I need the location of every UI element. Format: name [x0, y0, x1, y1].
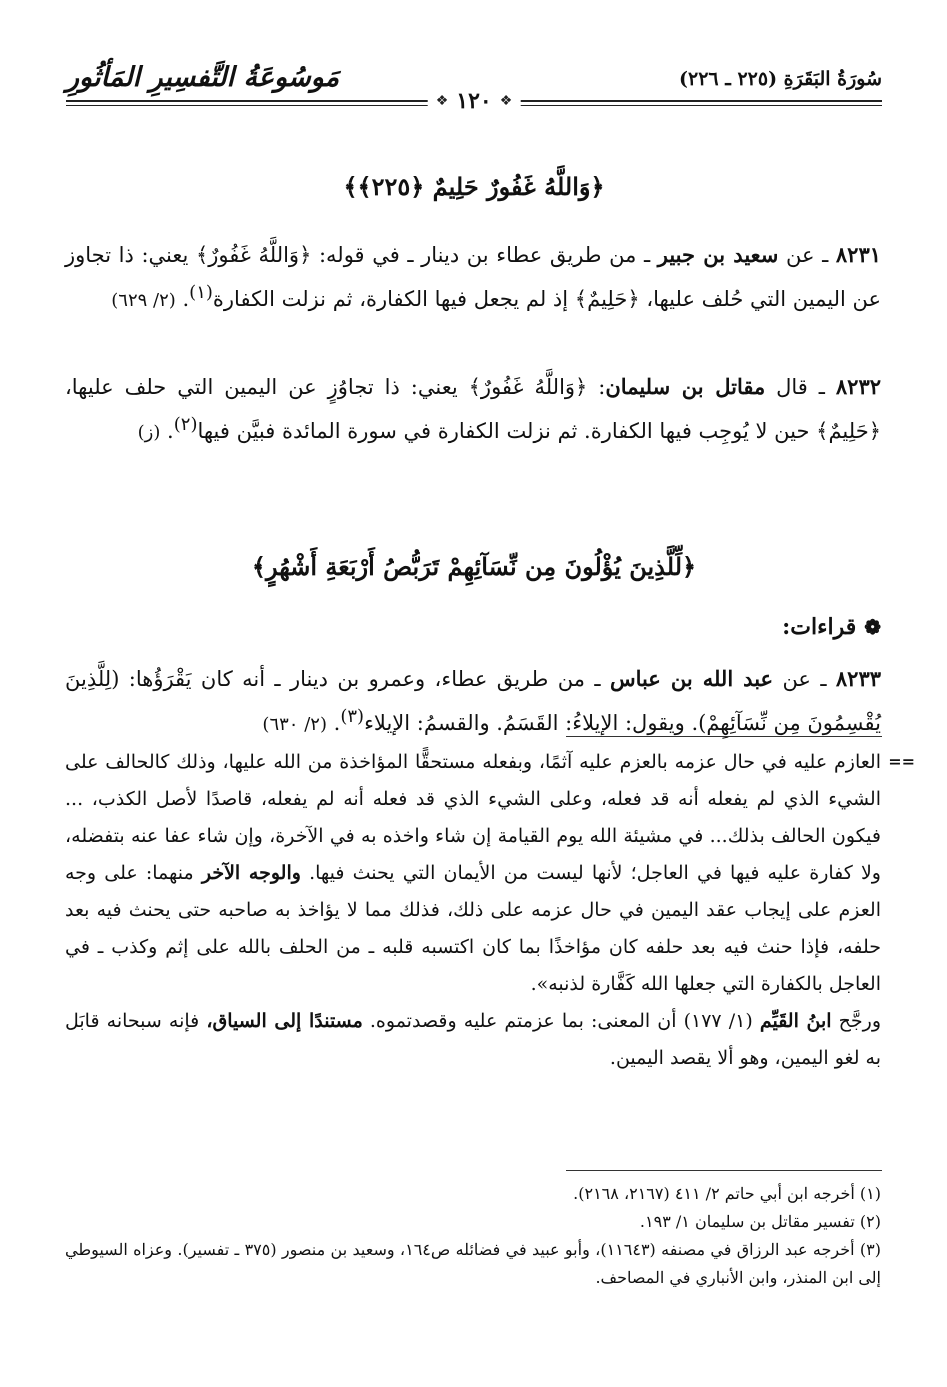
note-text: منهما: على وجه العزم على إيجاب عقد اليمين في حال عزمه على ذلك، فذلك مما لا يؤاخذ به صاحبه حتى يحنث فيه بعد حلفه، فإذا حنث فيه بعد حلفه كان مؤاخذًا بما كان اكتسبه قلبه ـ من الحلف بالله على إثم وكذب ـ في العاجل بالكفارة التي جعلها الله كَفَّارة لذنبه». — [65, 862, 881, 995]
note-emphasis: مستندًا إلى السياق، — [206, 1010, 363, 1032]
footnote-ref: (١) — [189, 282, 213, 303]
footnote-ref: (٢) — [173, 414, 198, 435]
ornament-icon: ❖ — [499, 93, 513, 109]
narration-number: ٨٢٣٢ — [835, 374, 882, 399]
ornament-icon: ❖ — [435, 93, 449, 109]
section-title: قراءات: — [782, 614, 857, 640]
quran-verse-225: ﴿وَاللَّهُ غَفُورٌ حَلِيمٌ ﴿٢٢٥﴾﴾ — [343, 172, 605, 201]
narration-text: . — [160, 419, 174, 443]
footnote-3: (٣) أخرجه عبد الرزاق في مصنفه (١١٦٤٣)، وأبو عبيد في فضائله ص١٦٤، وسعيد بن منصور (٣٧٥ ـ تفسير). وعزاه السيوطي إلى ابن المنذر، وابن الأنباري في المصاحف. — [65, 1240, 881, 1287]
volume-reference: (٢/ ٦٢٩) — [111, 290, 176, 311]
narration-8232 — [65, 368, 881, 452]
footnotes — [65, 1180, 881, 1292]
quran-verse-226: ﴿لِّلَّذِينَ يُؤْلُونَ مِن نِّسَآئِهِمْ تَرَبُّصُ أَرْبَعَةِ أَشْهُرٍ﴾ — [251, 552, 697, 581]
narration-text: ـ عن — [778, 243, 836, 267]
note-text: العازم عليه في حال عزمه بالعزم عليه آثمًا، وبفعله مستحقًّا المؤاخذة من الله عليها، وذلك كالحالف على الشيء الذي لم يفعله أنه قد فعله، وعلى الشيء الذي قد فعله أنه لم يفعله، قاصدًا لأصل الكذب، ... فيكون الحالف بذلك... في مشيئة الله يوم القيامة إن شاء واخذه به في الآخرة، وإن شاء عفا عنه بتفضله، ولا كفارة عليه فيها في العاجل؛ لأنها ليست من الأيمان التي يحنث فيها. — [65, 751, 881, 884]
continuation-marker: == — [888, 752, 915, 771]
narration-number: ٨٢٣١ — [835, 242, 882, 267]
narration-text: : ﴿وَاللَّهُ غَفُورٌ﴾ يعني: ذا تجاوُزٍ عن اليمين التي حلف عليها، ﴿حَلِيمٌ﴾ حين لا يُوجِب فيها الكفارة. ثم نزلت الكفارة في سورة المائدة فبيَّن فيها — [65, 375, 881, 443]
footnote-2: (٢) تفسير مقاتل بن سليمان ١/ ١٩٣. — [639, 1212, 881, 1231]
volume-reference: (ز) — [137, 422, 161, 443]
footnote-ref: (٣) — [340, 706, 365, 727]
narration-text: ـ عن — [773, 667, 836, 691]
footnote-1: (١) أخرجه ابن أبي حاتم ٢/ ٤١١ (٢١٦٧، ٢١٦٨). — [573, 1184, 881, 1203]
narration-8233 — [65, 660, 881, 744]
narration-text: ـ قال — [765, 375, 836, 399]
page-header — [66, 54, 882, 118]
book-title: مَوسُوعَةُ التَّفسِيرِ المَأثُورِ — [66, 62, 340, 93]
narration-8231 — [65, 236, 881, 320]
section-heading — [782, 614, 881, 640]
page-number-group — [428, 88, 521, 114]
scholar-name: ابنُ القَيِّم — [759, 1010, 832, 1032]
separator-rule — [566, 736, 882, 737]
footnote-rule — [566, 1170, 882, 1171]
narration-text: ـ من طريق عطاء بن دينار ـ في قوله: ﴿وَاللَّهُ غَفُورٌ﴾ يعني: ذا تجاوز عن اليمين التي حُلف عليها، ﴿حَلِيمٌ﴾ إذ لم يجعل فيها الكفارة، ثم نزلت الكفارة — [65, 243, 881, 311]
narration-text: . — [326, 711, 341, 735]
narrator-name: مقاتل بن سليمان — [605, 374, 766, 399]
commentary-note — [65, 744, 881, 1077]
volume-reference: (٢/ ٦٣٠) — [262, 714, 327, 735]
note-text: ورجَّح — [831, 1010, 882, 1032]
note-text: (١/ ١٧٧) أن المعنى: بما عزمتم عليه وقصدتموه. — [362, 1010, 760, 1032]
narrator-name: عبد الله بن عباس — [609, 666, 774, 691]
narration-number: ٨٢٣٣ — [835, 666, 882, 691]
note-text: فإنه سبحانه قابَل به لغو اليمين، وهو ألا يقصد اليمين. — [65, 1010, 881, 1069]
narration-text: . — [175, 287, 190, 311]
page-number: ١٢٠ — [456, 88, 492, 114]
narration-text: ـ من طريق عطاء، وعمرو بن دينار ـ أنه كان يَقْرَؤُها: (لِلَّذِينَ يُقْسِمُونَ مِن نِّسَآئِهِمْ). ويقول: الإيلاءُ: القَسَمُ. والقسمُ: الإيلاء — [65, 667, 881, 735]
narrator-name: سعيد بن جبير — [657, 242, 779, 267]
surah-title: سُورَةُ البَقَرَةِ (٢٢٥ ـ ٢٢٦) — [679, 68, 882, 90]
flower-icon: ❁ — [864, 615, 881, 639]
note-emphasis: والوجه الآخر — [201, 862, 301, 884]
